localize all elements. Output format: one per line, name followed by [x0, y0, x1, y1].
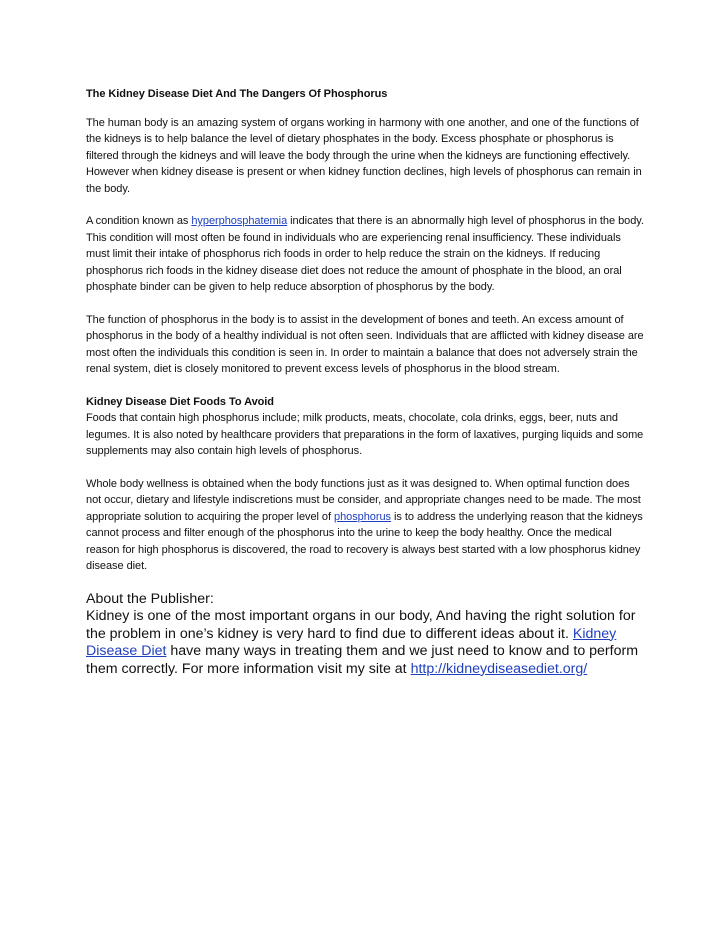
paragraph-text: Whole body wellness is obtained when the body functions just as it was designed to. When optimal function does not occur, dietary and lifestyle indiscretions must be consider, and appropriate changes need to be made. The most appropriate solution to acquiring the proper level of — [86, 477, 641, 523]
paragraph-text: indicates that there is an abnormally high level of phosphorus in the body. This condition will most often be found in individuals who are experiencing renal insufficiency. These individuals must limit their intake of phosphorus rich foods in order to help reduce the strain on the kidneys. If reducing phosphorus rich foods in the kidney disease diet does not reduce the amount of phosphate in the blood, an oral phosphate binder can be given to help reduce absorption of phosphorus by the body. — [86, 215, 644, 293]
paragraph-intro-text: The human body is an amazing system of organs working in harmony with one another, and one of the functions of the kidneys is to help balance the level of dietary phosphates in the body. Excess phosphate or phosphorus is filtered through the kidneys and will leave the body through the urine when the kidneys are functioning effectively. However when kidney disease is present or when kidney function declines, high levels of phosphorus can remain in the body. — [86, 116, 642, 195]
paragraph-intro — [86, 115, 646, 198]
about-publisher-heading: About the Publisher: — [86, 590, 214, 607]
about-publisher-section — [86, 591, 646, 679]
publisher-text: Kidney is one of the most important organs in our body, And having the right solution for the problem in one’s kidney is very hard to find due to different ideas about it. — [86, 608, 636, 642]
paragraph-wellness — [86, 476, 646, 575]
website-url-link[interactable]: http://kidneydiseasediet.org/ — [410, 660, 588, 677]
publisher-text: have many ways in treating them and we just need to know and to perform them correctly. For more information visit my site at — [86, 643, 639, 677]
section-foods-to-avoid — [86, 394, 646, 460]
paragraph-foods-text: Foods that contain high phosphorus include; milk products, meats, chocolate, cola drinks, eggs, beer, nuts and legumes. It is also noted by healthcare providers that preparations in the form of laxatives, purging liquids and some supplements may also contain high levels of phosphorus. — [86, 412, 644, 457]
document-title: The Kidney Disease Diet And The Dangers Of Phosphorus — [86, 88, 388, 100]
paragraph-function — [86, 312, 646, 378]
paragraph-hyperphosphatemia — [86, 213, 646, 296]
document-page — [86, 86, 646, 678]
paragraph-function-text: The function of phosphorus in the body is to assist in the development of bones and teeth. An excess amount of phosphorus in the body of a healthy individual is not often seen. Individuals that are afflicted with kidney disease are most often the individuals this condition is seen in. In order to maintain a balance that does not adversely strain the renal system, diet is closely monitored to prevent excess levels of phosphorus in the blood stream. — [86, 313, 644, 375]
about-publisher-body — [86, 608, 646, 678]
hyperphosphatemia-link[interactable]: hyperphosphatemia — [191, 215, 288, 227]
paragraph-text: is to address the underlying reason that the kidneys cannot process and filter enough of the phosphorus into the urine to keep the body healthy. Once the medical reason for high phosphorus is discovered, the road to recovery is always best started with a low phosphorus kidney disease diet. — [86, 510, 643, 572]
kidney-disease-diet-link[interactable]: Kidney Disease Diet — [86, 625, 617, 660]
phosphorus-link[interactable]: phosphorus — [334, 510, 392, 523]
section-subheading: Kidney Disease Diet Foods To Avoid — [86, 395, 274, 408]
paragraph-text: A condition known as — [86, 215, 192, 227]
